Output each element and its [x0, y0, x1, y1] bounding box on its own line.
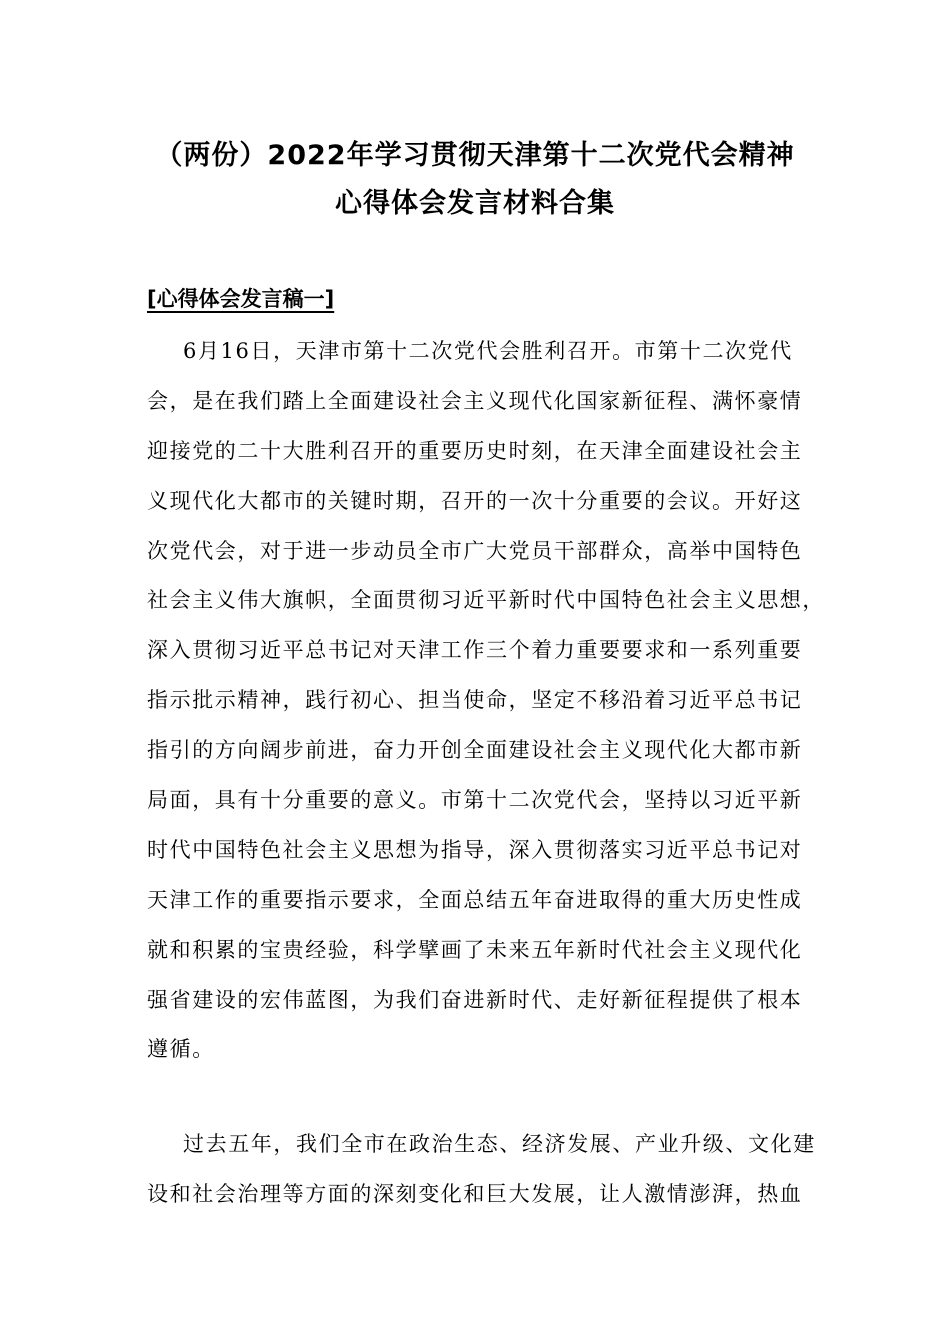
paragraph-line: 次党代会，对于进一步动员全市广大党员干部群众，高举中国特色: [147, 538, 803, 563]
paragraph-line: 设和社会治理等方面的深刻变化和巨大发展，让人激情澎湃，热血: [147, 1181, 803, 1206]
paragraph-2: [147, 1120, 817, 1220]
paragraph-line: 会，是在我们踏上全面建设社会主义现代化国家新征程、满怀豪情: [147, 388, 803, 413]
section-heading: [心得体会发言稿一]: [147, 287, 335, 311]
paragraph-line: 指引的方向阔步前进，奋力开创全面建设社会主义现代化大都市新: [147, 738, 803, 763]
paragraph-line: 过去五年，我们全市在政治生态、经济发展、产业升级、文化建: [183, 1132, 816, 1156]
document-title-line-1: （两份）2022年学习贯彻天津第十二次党代会精神: [155, 140, 795, 171]
paragraph-line: 时代中国特色社会主义思想为指导，深入贯彻落实习近平总书记对: [147, 837, 803, 862]
paragraph-1: [147, 327, 825, 1075]
paragraph-line: 指示批示精神，践行初心、担当使命，坚定不移沿着习近平总书记: [147, 688, 803, 713]
document-title-line-2: 心得体会发言材料合集: [335, 188, 615, 219]
paragraph-line: 深入贯彻习近平总书记对天津工作三个着力重要要求和一系列重要: [147, 638, 803, 663]
paragraph-line: 6月16日，天津市第十二次党代会胜利召开。市第十二次党代: [183, 339, 793, 363]
paragraph-line: 局面，具有十分重要的意义。市第十二次党代会，坚持以习近平新: [147, 788, 803, 813]
paragraph-line: 迎接党的二十大胜利召开的重要历史时刻，在天津全面建设社会主: [147, 438, 803, 463]
paragraph-line: 天津工作的重要指示要求，全面总结五年奋进取得的重大历史性成: [147, 887, 803, 912]
paragraph-line: 遵循。: [147, 1037, 215, 1062]
paragraph-line: 社会主义伟大旗帜，全面贯彻习近平新时代中国特色社会主义思想，: [147, 588, 825, 613]
paragraph-line: 强省建设的宏伟蓝图，为我们奋进新时代、走好新征程提供了根本: [147, 987, 803, 1012]
paragraph-line: 就和积累的宝贵经验，科学擘画了未来五年新时代社会主义现代化: [147, 937, 803, 962]
paragraph-line: 义现代化大都市的关键时期，召开的一次十分重要的会议。开好这: [147, 488, 803, 513]
